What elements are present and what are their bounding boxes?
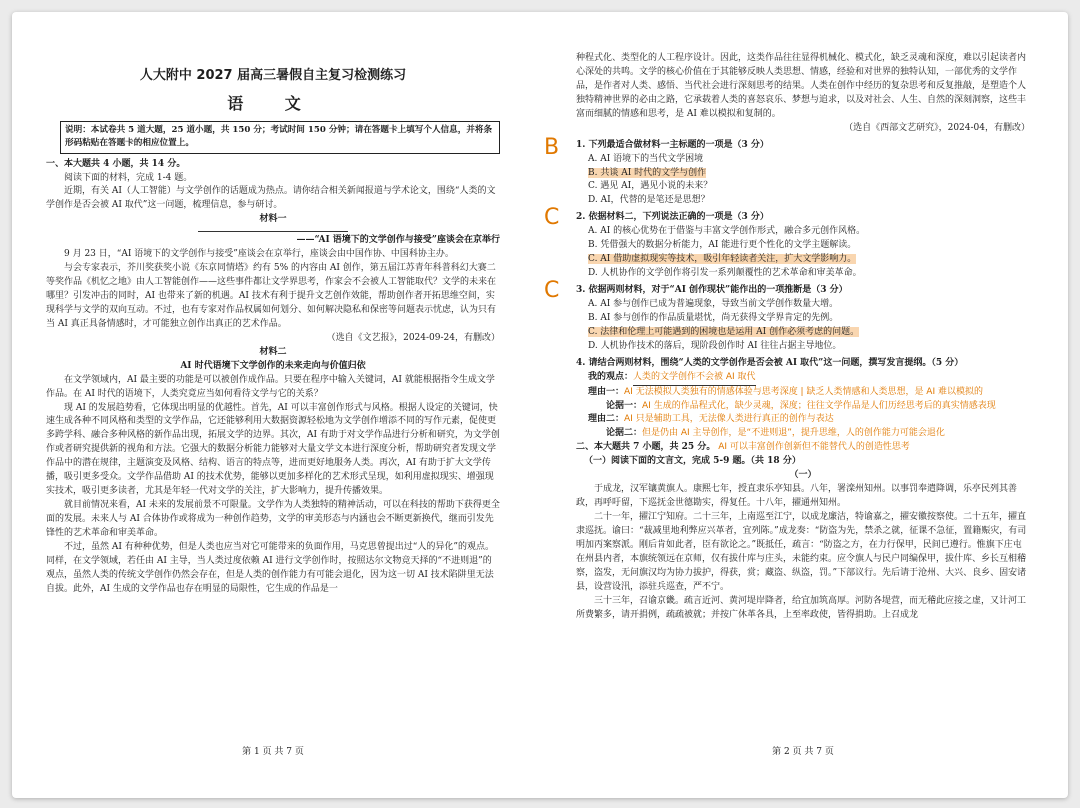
option: B. AI 参与创作的作品质量堪忧，尚无获得文学界肯定的先例。 bbox=[588, 312, 839, 323]
paragraph: 就目前情况来看，AI 未来的发展前景不可限量。文学作为人类独特的精神活动，可以在科技的帮助下获得更全面的发展。未来人与 AI 合体协作或将成为一种创作趋势，文学的审美形态与内涵也会不断更新换代，继而引发先锋性的艺术革命和审美革命。 bbox=[46, 500, 500, 538]
option-highlighted: B. 共谈 AI 时代的文学与创作 bbox=[588, 167, 707, 178]
intro-paragraph: 近期，有关 AI（人工智能）与文学创作的话题成为热点。请你结合相关新闻报道与学术论文，围绕“人类的文学创作是否会被 AI 取代”这一问题，梳理信息，参与研讨。 bbox=[46, 186, 496, 211]
paragraph: 在文学领域内，AI 最主要的功能是可以被创作成作品。只要在程序中输入关键词，AI 就能根据指令生成文学作品。在 AI 时代的语境下，人类究竟应当如何看待文学与它的关系？ bbox=[46, 374, 495, 399]
option: D. AI，代替的是笔还是思想？ bbox=[588, 195, 710, 206]
question-3 bbox=[544, 278, 1030, 354]
answer-label: 理由二： bbox=[588, 414, 625, 425]
subject-title: 语 文 bbox=[227, 94, 319, 114]
source-note: （选自《西部文艺研究》，2024-04，有删改） bbox=[844, 122, 1030, 133]
paragraph: 现 AI 的发展趋势看，它体现出明显的优越性。首先，AI 可以丰富创作形式与风格。根据人设定的关键词，快速生成各种不同风格和类型的文学作品，它还能够利用大数据资源轻松地为文学创作增添不同的写作元素，促使更多跨学科、融合多种风格的新作品出现，拓展文学的边界。其次，AI 有助于对文学作品进行分析和研究，为文学创作或者研究提供新的视角和方法。它强大的数据分析能力能够对大量文学文本进行深度分析，帮助研究者发现文学作品中的潜在规律，主题演变及风格、结构、语言的特点等，进而更好地服务人类。再次，AI 有助于扩大文学传播，吸引更多受众。文学作品借助 AI 的技术优势，能够以更加多样化的艺术形式呈现，如利用虚拟现实、增强现实技术，吸引更多读者，尤其是年轻一代对文学的关注，扩大影响力，提升传播效果。 bbox=[46, 402, 500, 497]
option: A. AI 参与创作已成为普遍现象，导致当前文学创作数量大增。 bbox=[588, 298, 839, 309]
answer-label: 理由一： bbox=[588, 386, 625, 397]
answer-label: 论据一： bbox=[606, 400, 643, 411]
paragraph: 二十一年，擢江宁知府。二十三年，上南巡至江宁，以成龙廉洁，特谕嘉之，擢安徽按察使。二十五年，擢直隶巡抚。谕曰：“裁减里地利弊应兴革者，宜列陈。”成龙奏：“防盗为先，禁杀之就，征课不急征，置籍赈灾，有司明加丙案察派。刚后肯如此者，臣有欲论之。”既抵任，疏言：“防盗之方，在力行保甲，民间已遵行。惟旗下庄屯在州县内者，本旗统领远在京师，仅有拔什库与庄头，未能约束。应令旗人与民户同编保甲，拔什库、乡长互相稽察，盗发，无问旗汉均为协力拔护，得获，赏；藏盗、纵盗，罚。”下部议行。先后请于沧州、大兴、良乡、固安诸县，设营设汛，添驻兵巡查，严不宁。 bbox=[576, 512, 1027, 592]
question-text: 1. 下列最适合做材料一主标题的一项是（3 分） bbox=[576, 139, 769, 150]
handwritten-answer: AI 生成的作品程式化，缺少灵魂，深度；往往文学作品是人们历经思考后的真实情感表现 bbox=[642, 400, 996, 411]
handwritten-answer-mark: C bbox=[544, 205, 560, 231]
section-heading: 二、本大题共 7 小题，共 25 分。 bbox=[576, 442, 716, 453]
option: C. 遇见 AI，遇见小说的未来？ bbox=[588, 181, 713, 192]
option-highlighted: C. 法律和伦理上可能遇到的困境也是运用 AI 创作必须考虑的问题。 bbox=[588, 326, 860, 337]
handwritten-answer: AI 无法模拟人类独有的情感体验与思考深度 | 缺乏人类情感和人类思想，是 AI 难以模拟的 bbox=[624, 386, 983, 397]
paragraph: 于成龙，汉军镶黄旗人。康熙七年，授直隶乐亭知县。八年，署滦州知州。以事罚奉遣降调，乐亭民列其善政，再呼吁留，下巡抚金世德勘实，得复任。十八年，擢通州知州。 bbox=[576, 484, 1018, 509]
question-4-text: 4. 请结合两则材料，围绕“人类的文学创作是否会被 AI 取代”这一问题，撰写发言提纲。（5 分） bbox=[576, 357, 964, 368]
question-text: 2. 依据材料二，下列说法正确的一项是（3 分） bbox=[576, 212, 769, 223]
question-1 bbox=[544, 134, 1030, 209]
page-2 bbox=[544, 52, 1030, 758]
handwritten-answer-mark: C bbox=[544, 278, 560, 303]
section-heading: 一、本大题共 4 小题，共 14 分。 bbox=[46, 158, 186, 169]
divider bbox=[198, 231, 348, 232]
instruction: （一）阅读下面的文言文，完成 5-9 题。（共 18 分） bbox=[584, 456, 801, 467]
answer-label: 我的观点： bbox=[588, 371, 634, 382]
question-text: 3. 依据两则材料，对于“AI 创作现状”能作出的一项推断是（3 分） bbox=[576, 285, 848, 295]
handwritten-note: AI 可以丰富创作创新但不能替代人的创造性思考 bbox=[718, 442, 910, 453]
exam-title: 人大附中 2027 届高三暑假自主复习检测练习 bbox=[139, 68, 407, 83]
handwritten-answer: AI 只是辅助工具，无法像人类进行真正的创作与表达 bbox=[624, 414, 834, 425]
instruction: 阅读下面的材料，完成 1-4 题。 bbox=[64, 172, 193, 183]
handwritten-answer-mark: B bbox=[544, 134, 560, 160]
option: A. AI 语境下的当代文学困境 bbox=[588, 153, 704, 164]
option-highlighted: C. AI 借助虚拟现实等技术，吸引年轻读者关注，扩大文学影响力。 bbox=[588, 254, 857, 265]
answer-label: 论据二： bbox=[606, 428, 643, 439]
question-2 bbox=[544, 205, 1030, 281]
paragraph: 不过，虽然 AI 有种种优势，但是人类也应当对它可能带来的负面作用，马克思曾提出过“人的异化”的观点。同样，在文学领域，若任由 AI 主导，当人类过度依赖 AI 进行文学创作时，按照达尔文物竞天择的“不进则退”的观点，虽然人类的传统文学创作仍然会存在，但是人类的创作能力有可能会退化，因为这一切 AI 技术陷阱里无法自拔。此外，AI 生成的文学作品也存在明显的局限性，它生成的作品是一 bbox=[46, 541, 494, 594]
page-1 bbox=[46, 52, 500, 758]
option: B. 凭借强大的数据分析能力，AI 能进行更个性化的文学主题解读。 bbox=[588, 240, 857, 251]
option: D. 人机协作的文学创作将引发一系列颠覆性的艺术革命和审美革命。 bbox=[588, 268, 862, 279]
part-number: （一） bbox=[789, 470, 817, 481]
page-number: 第 1 页 共 7 页 bbox=[242, 747, 304, 758]
scanned-sheet bbox=[12, 12, 1068, 798]
paragraph: 与会专家表示，芥川奖获奖小说《东京同情塔》约有 5% 的内容由 AI 创作，第五届江苏青年科普科幻大赛二等奖作品《机忆之地》由人工智能创作——这些事件都让文学界思考，作家会不会被人工智能取代？文学的未来在哪里？引发冲击的同时，AI 也带来了新的机遇。AI 技术有利于提升文艺创作效能，帮助创作者开拓思维空间，实现科学与文学的双向互动。不过，也有专家对作品权属如何划分、如何解决隐私和保密等问题表示忧虑，认为只有当 AI 真正具备情感时，才可能独立创作出真正的艺术作品。 bbox=[46, 263, 497, 329]
material-label: 材料一 bbox=[259, 214, 287, 225]
handwritten-answer: 人类的文学创作不会被 AI 取代 bbox=[633, 371, 756, 386]
source-note: （选自《文艺报》，2024-09-24，有删改） bbox=[326, 332, 500, 343]
option: D. 人机协作技术的落后，现阶段创作时 AI 往往占据主导地位。 bbox=[588, 340, 842, 351]
exam-notice: 说明：本试卷共 5 道大题，25 道小题，共 150 分；考试时间 150 分钟；请在答题卡上填写个人信息，并将条形码粘贴在答题卡的相应位置上。 bbox=[60, 121, 500, 154]
paragraph: 种程式化、类型化的人工程序设计。因此，这类作品往往显得机械化、模式化，缺乏灵魂和深度，难以引起读者内心深处的共鸣。文学的核心价值在于其能够反映人类思想、情感，经验和对世界的独特认知，一部优秀的文学作品，是作者对人类、感悟、当代社会进行深刻思考的结果。人类在创作中经历的复杂思考和反复推敲，是塑造个人独特精神世界的必由之路，它承载着人类的喜怒哀乐、梦想与追求，以及对社会、人生、自然的深刻洞察，这些丰富而细腻的情感和思考，是 AI 难以模拟和复制的。 bbox=[576, 53, 1027, 119]
option: A. AI 的核心优势在于借鉴与丰富文学创作形式，融合多元创作风格。 bbox=[588, 226, 866, 237]
handwritten-answer: 但是仍由 AI 主导创作，是“不进则退”，提升思维，人的创作能力可能会退化 bbox=[642, 428, 945, 439]
paragraph: 三十三年，召谕京畿。疏言近河、黄河堤岸降者，给宜加筑高厚。河防各堤营，而无稽此应接之虚，又计河工所费繁多，请开捐例，疏疏被就；并按广休革各具，上至率政使，皆得捐助。上召成龙 bbox=[576, 595, 1027, 620]
page-number: 第 2 页 共 7 页 bbox=[772, 747, 834, 758]
paragraph: 9 月 23 日，“AI 语境下的文学创作与接受”座谈会在京举行，座谈会由中国作协、中国科协主办。 bbox=[64, 249, 454, 260]
material-label: 材料二 bbox=[259, 346, 287, 357]
material-headline: AI 时代语境下文学创作的未来走向与价值归依 bbox=[180, 360, 366, 371]
material-headline: ——“AI 语境下的文学创作与接受”座谈会在京举行 bbox=[296, 235, 500, 246]
